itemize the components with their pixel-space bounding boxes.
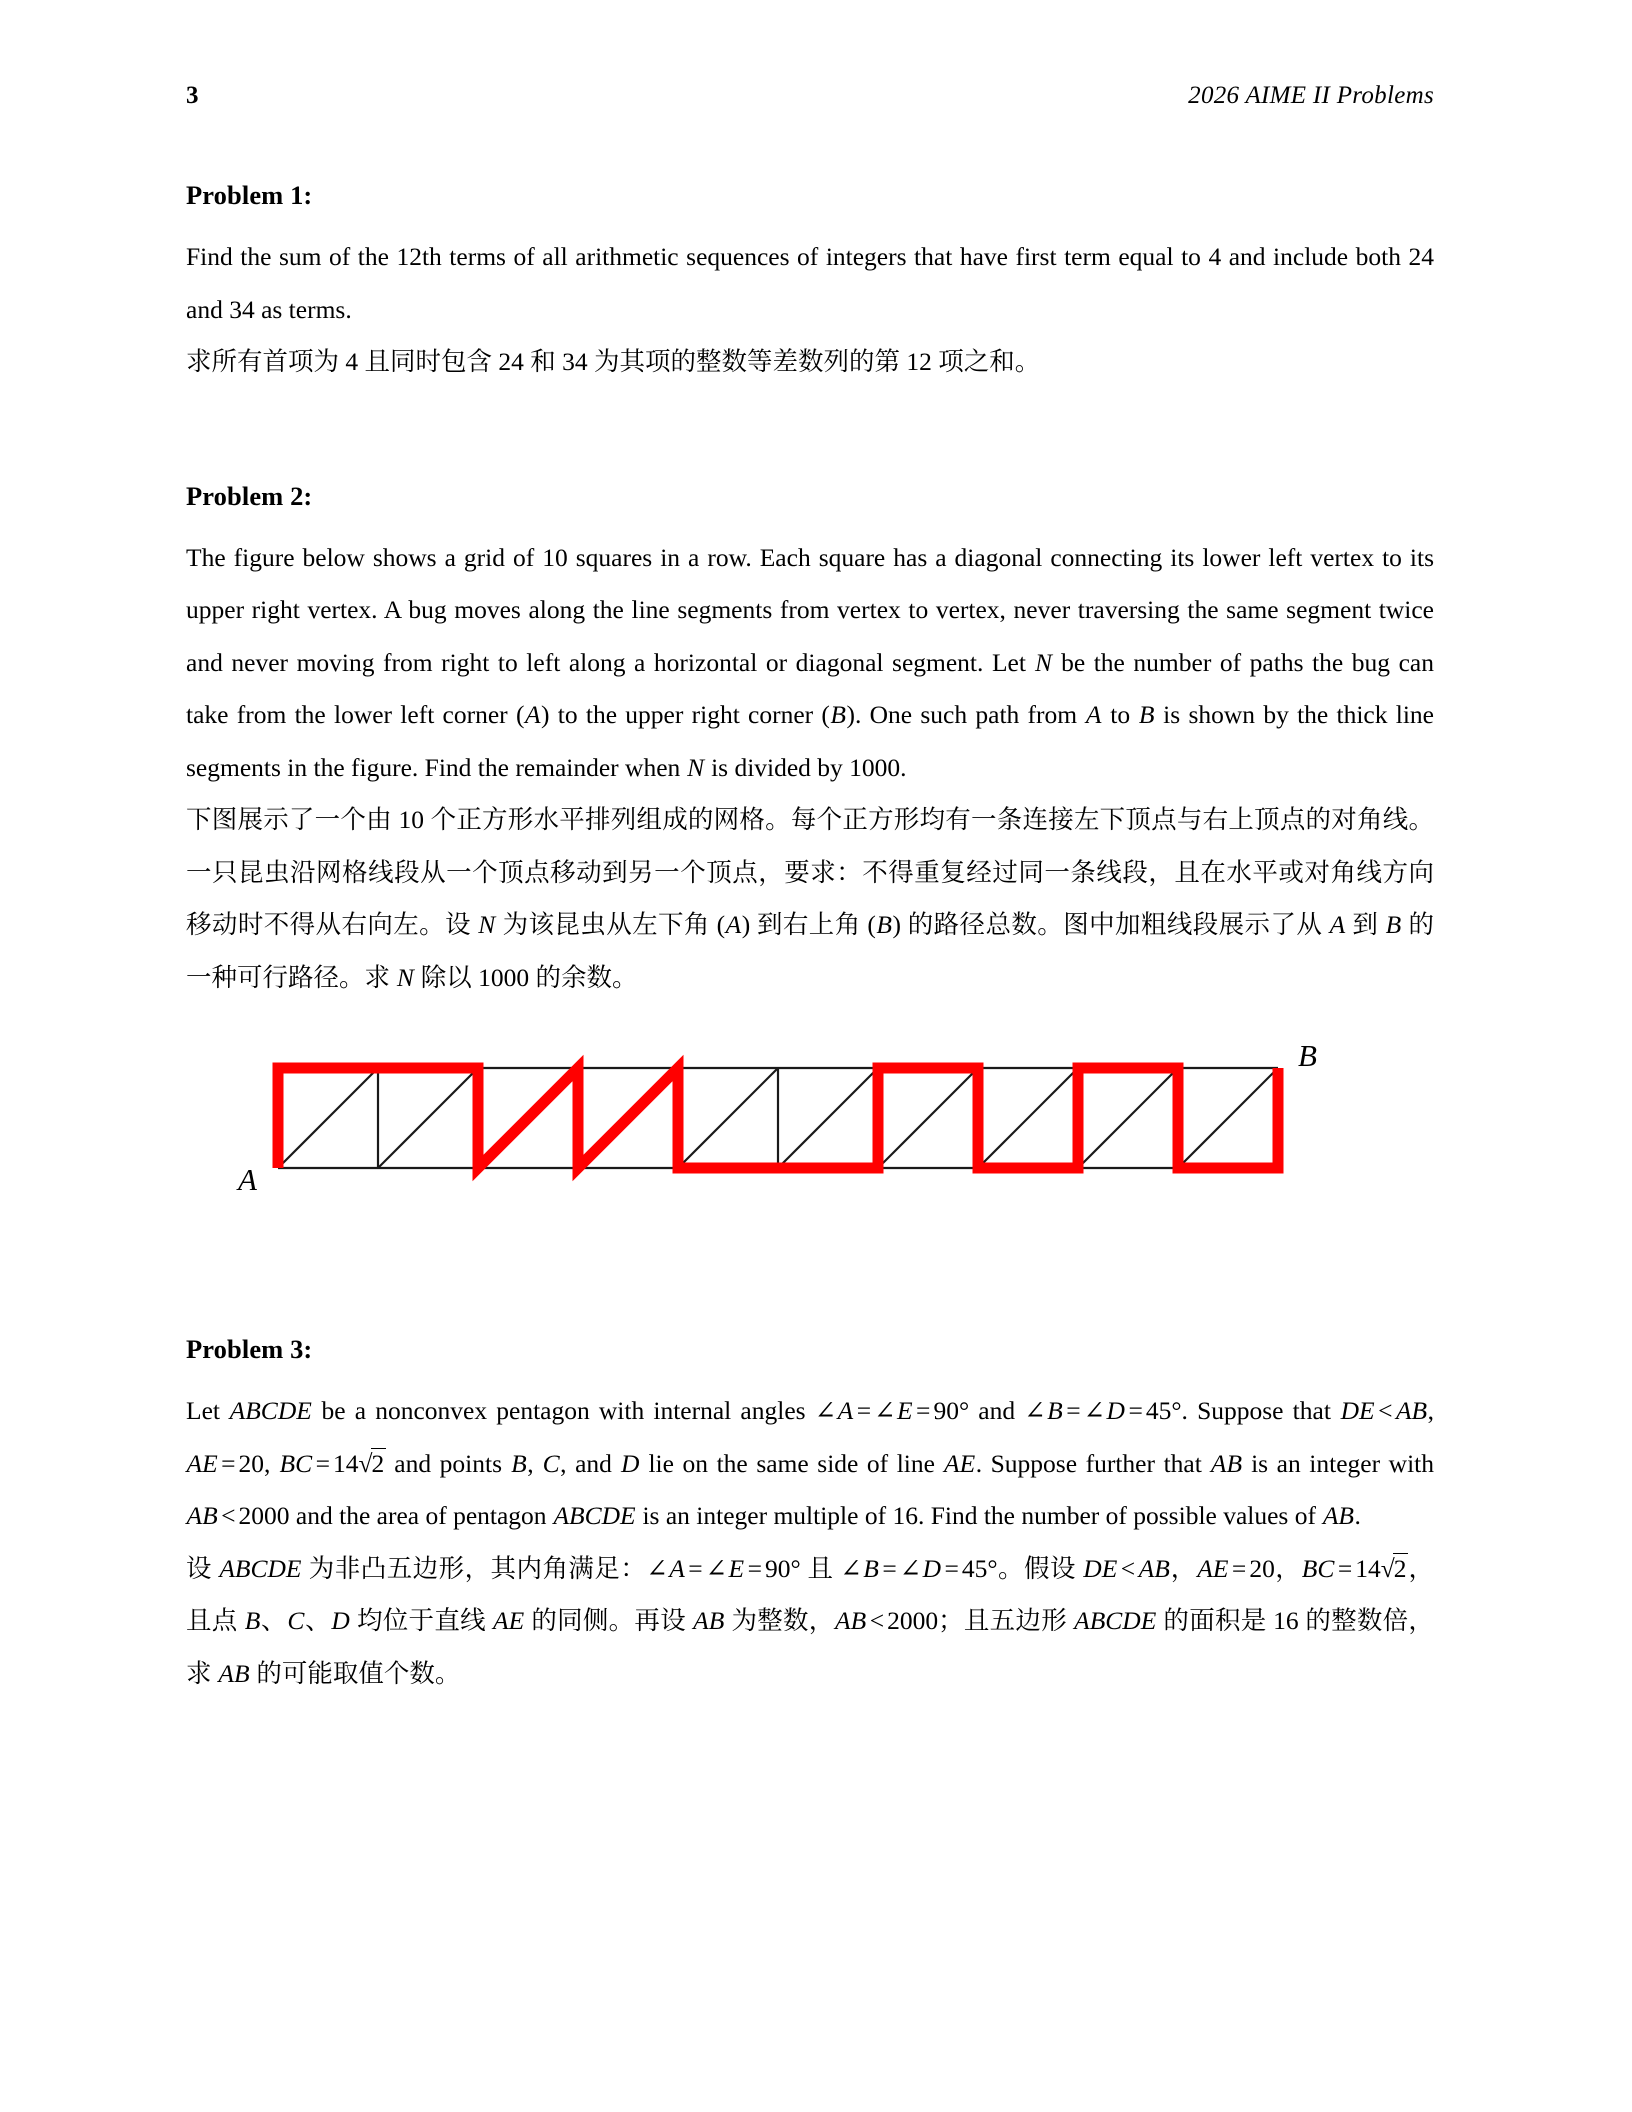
equals-symbol: = xyxy=(916,1396,931,1425)
angle-symbol: ∠ xyxy=(646,1553,668,1583)
text-run: and points xyxy=(385,1448,511,1478)
less-than-symbol: < xyxy=(1378,1396,1393,1425)
math-var-b: B xyxy=(863,1553,879,1583)
math-var-c: C xyxy=(287,1606,305,1635)
math-var-a: A xyxy=(1085,700,1102,729)
text-run: ) 到右上角 ( xyxy=(741,910,876,939)
math-number: 45 xyxy=(961,1553,988,1583)
text-run: Let xyxy=(186,1396,230,1425)
math-var-abcde: ABCDE xyxy=(229,1396,312,1425)
math-var-n: N xyxy=(478,910,496,939)
problem-2-statement-cn xyxy=(186,794,1434,1004)
math-number: 2000 xyxy=(887,1606,939,1635)
equals-symbol: = xyxy=(1066,1396,1081,1425)
spacer xyxy=(186,1238,1434,1334)
angle-symbol: ∠ xyxy=(705,1553,728,1583)
math-number: 20 xyxy=(1249,1553,1275,1583)
math-var-bc: BC xyxy=(279,1448,313,1478)
radical-icon: √ xyxy=(358,1448,373,1478)
problem-3-statement-cn xyxy=(186,1543,1434,1701)
equals-symbol: = xyxy=(688,1553,703,1583)
angle-symbol: ∠ xyxy=(899,1553,922,1583)
angle-symbol: ∠ xyxy=(840,1553,862,1583)
text-run: 的同侧。再设 xyxy=(524,1606,693,1635)
math-number: 90 xyxy=(933,1396,959,1425)
text-run: 除以 1000 的余数。 xyxy=(414,962,638,992)
text-run: , xyxy=(1427,1396,1434,1425)
math-var-ab: AB xyxy=(218,1658,250,1688)
text-run: ；且五边形 xyxy=(938,1606,1074,1635)
equals-symbol: = xyxy=(856,1396,872,1425)
radical-icon: √ xyxy=(1380,1553,1395,1583)
text-run: . Suppose further that xyxy=(975,1448,1211,1478)
equals-symbol: = xyxy=(315,1448,330,1478)
math-var-ae: AE xyxy=(1197,1553,1229,1583)
text-run: . Suppose that xyxy=(1181,1396,1341,1425)
text-run: is an integer multiple of 16. Find the number of possible values of xyxy=(636,1501,1323,1530)
grid-lines xyxy=(278,1068,1278,1168)
math-var-de: DE xyxy=(1340,1396,1375,1425)
math-var-e: E xyxy=(896,1396,913,1425)
math-var-ab: AB xyxy=(1138,1553,1170,1583)
text-run: be a nonconvex pentagon with internal angles xyxy=(312,1396,815,1425)
math-var-ab: AB xyxy=(1210,1448,1243,1478)
problem-2-statement-en xyxy=(186,532,1434,795)
math-var-ab: AB xyxy=(693,1606,725,1635)
math-var-ae: AE xyxy=(944,1448,976,1478)
text-run: 的可能取值个数。 xyxy=(250,1658,461,1688)
text-run: ) 的路径总数。图中加粗线段展示了从 xyxy=(892,910,1330,939)
math-var-a: A xyxy=(669,1553,685,1583)
less-than-symbol: < xyxy=(1120,1553,1136,1583)
figure-label-b: B xyxy=(1298,1038,1317,1073)
equals-symbol: = xyxy=(747,1553,763,1583)
text-run: . xyxy=(1354,1501,1361,1530)
math-var-ab: AB xyxy=(186,1501,218,1530)
text-run: 的一种可行路径。求 xyxy=(186,910,1434,992)
math-var-a: A xyxy=(725,910,742,939)
degree-symbol: ° xyxy=(1171,1396,1182,1425)
figure-label-a: A xyxy=(238,1162,257,1197)
text-run: 。假设 xyxy=(997,1553,1083,1583)
math-number: 14 xyxy=(1355,1553,1381,1583)
text-run: 为该昆虫从左下角 ( xyxy=(495,910,726,939)
math-var-c: C xyxy=(542,1448,560,1478)
problem-1-statement-cn: 求所有首项为 4 且同时包含 24 和 34 为其项的整数等差数列的第 12 项之和。 xyxy=(186,347,1041,376)
text-run: 的面积是 16 的整数倍，求 xyxy=(186,1606,1434,1688)
text-run: 下图展示了一个由 10 个正方形水平排列组成的网格。每个正方形均有一条连接左下顶点与右上顶点的对角线。一只昆虫沿网格线段从一个顶点移动到另一个顶点，要求：不得重复经过同一条线段，且在水平或对角线方向移动时不得从右向左。设 xyxy=(186,805,1434,939)
math-var-de: DE xyxy=(1083,1553,1118,1583)
math-number: 2000 xyxy=(238,1501,290,1530)
math-var-a: A xyxy=(1329,910,1346,939)
equals-symbol: = xyxy=(944,1553,959,1583)
math-var-d: D xyxy=(922,1553,941,1583)
text-run: 设 xyxy=(186,1553,219,1583)
text-run: ， xyxy=(1170,1553,1197,1583)
less-than-symbol: < xyxy=(869,1606,885,1635)
math-var-b: B xyxy=(1047,1396,1063,1425)
square-root-expression xyxy=(1381,1543,1408,1596)
math-var-ab: AB xyxy=(1395,1396,1428,1425)
math-var-abcde: ABCDE xyxy=(219,1553,302,1583)
text-run: and the area of pentagon xyxy=(289,1501,553,1530)
math-var-d: D xyxy=(331,1606,350,1635)
math-var-a: A xyxy=(524,700,541,729)
text-run: and xyxy=(969,1396,1025,1425)
angle-symbol: ∠ xyxy=(1083,1396,1106,1425)
math-var-b: B xyxy=(511,1448,527,1478)
text-run: ) to the upper right corner ( xyxy=(541,700,830,729)
grid-layer xyxy=(278,1068,1278,1168)
problem-1-statement-en: Find the sum of the 12th terms of all arithmetic sequences of integers that have first term equal to 4 and include both 24 and 34 as terms. xyxy=(186,242,1434,324)
grid-path-diagram xyxy=(186,1038,1434,1228)
math-number: 14 xyxy=(332,1448,359,1478)
text-run: 且 xyxy=(800,1553,841,1583)
math-var-b: B xyxy=(830,700,846,729)
text-run: 均位于直线 xyxy=(350,1606,493,1635)
text-run: is divided by 1000. xyxy=(704,752,907,782)
angle-symbol: ∠ xyxy=(1024,1396,1046,1425)
radicand: 2 xyxy=(371,1448,385,1478)
header-title: 2026 AIME II Problems xyxy=(1188,82,1434,109)
text-run: 、 xyxy=(304,1606,331,1635)
math-number: 90 xyxy=(765,1553,791,1583)
problem-3-heading: Problem 3: xyxy=(186,1334,313,1364)
math-var-b: B xyxy=(1138,700,1155,729)
degree-symbol: ° xyxy=(958,1396,970,1425)
angle-symbol: ∠ xyxy=(814,1396,837,1425)
text-run: ，且点 xyxy=(186,1553,1434,1635)
text-run: ， xyxy=(1274,1553,1302,1583)
radicand: 2 xyxy=(1393,1553,1407,1583)
text-run: 为整数， xyxy=(724,1606,835,1635)
math-var-b: B xyxy=(244,1606,261,1635)
text-run: to xyxy=(1101,700,1139,729)
spacer xyxy=(186,389,1434,481)
angle-symbol: ∠ xyxy=(874,1396,896,1425)
problem-2-figure xyxy=(186,1038,1434,1238)
spacer xyxy=(186,1004,1434,1038)
text-run: be the number of paths the bug can take from the lower left corner ( xyxy=(186,647,1434,729)
math-var-ab: AB xyxy=(835,1606,867,1635)
text-run: is an integer with xyxy=(1242,1448,1435,1478)
degree-symbol: ° xyxy=(790,1553,801,1583)
math-var-e: E xyxy=(728,1553,745,1583)
math-var-n: N xyxy=(1035,647,1053,677)
text-run: , and xyxy=(560,1448,621,1478)
text-run: is shown by the thick line segments in the figure. Find the remainder when xyxy=(186,700,1434,782)
math-var-bc: BC xyxy=(1301,1553,1335,1583)
text-run: lie on the same side of line xyxy=(639,1448,944,1478)
less-than-symbol: < xyxy=(221,1501,236,1530)
degree-symbol: ° xyxy=(987,1553,998,1583)
equals-symbol: = xyxy=(1231,1553,1247,1583)
text-run: , xyxy=(527,1448,543,1478)
text-run: , xyxy=(264,1448,279,1478)
equals-symbol: = xyxy=(221,1448,236,1478)
math-var-d: D xyxy=(620,1448,640,1478)
math-var-d: D xyxy=(1106,1396,1125,1425)
math-var-ae: AE xyxy=(493,1606,525,1635)
equals-symbol: = xyxy=(1337,1553,1353,1583)
math-var-b: B xyxy=(1385,910,1402,939)
math-var-a: A xyxy=(837,1396,854,1425)
text-run: 、 xyxy=(260,1606,287,1635)
math-var-b: B xyxy=(876,910,892,939)
equals-symbol: = xyxy=(882,1553,897,1583)
problem-2-heading: Problem 2: xyxy=(186,480,313,511)
square-root-expression xyxy=(358,1438,385,1491)
math-var-n: N xyxy=(396,962,414,992)
text-run: 到 xyxy=(1345,910,1386,939)
page-number: 3 xyxy=(186,82,199,109)
problem-1-heading: Problem 1: xyxy=(186,180,313,210)
text-run: 为非凸五边形，其内角满足： xyxy=(301,1553,647,1583)
text-run: The figure below shows a grid of 10 squares in a row. Each square has a diagonal connecting its lower left vertex to its upper right vertex. A bug moves along the line segments from vertex to vertex, never traversing the same segment twice and never moving from right to left along a horizontal or diagonal segment. Let xyxy=(186,542,1434,677)
math-number: 20 xyxy=(238,1448,265,1478)
body-column xyxy=(186,180,1434,1700)
math-var-abcde: ABCDE xyxy=(553,1501,636,1530)
equals-symbol: = xyxy=(1128,1396,1143,1425)
math-var-n: N xyxy=(687,752,705,782)
math-number: 45 xyxy=(1145,1396,1172,1425)
text-run: ). One such path from xyxy=(846,700,1086,729)
math-var-ab: AB xyxy=(1322,1501,1355,1530)
problem-3-statement-en xyxy=(186,1385,1434,1543)
running-head xyxy=(186,82,1434,110)
math-var-abcde: ABCDE xyxy=(1074,1606,1157,1635)
math-var-ae: AE xyxy=(186,1448,218,1478)
